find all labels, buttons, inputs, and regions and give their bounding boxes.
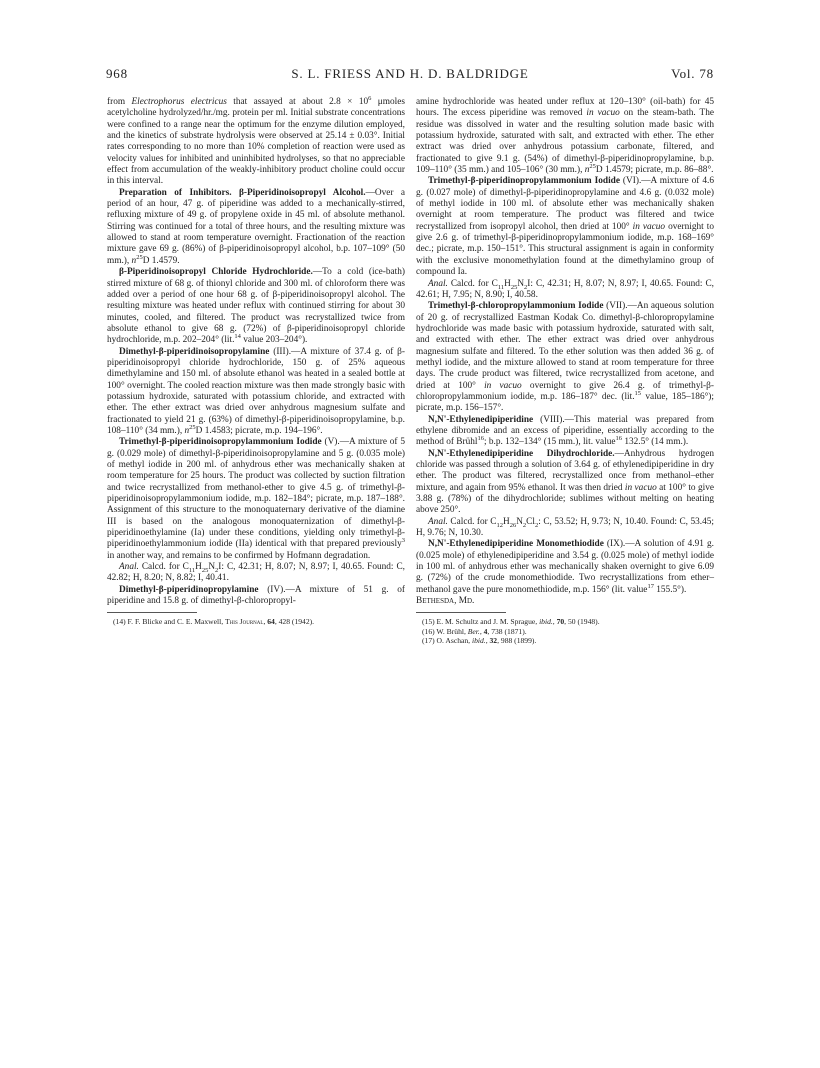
paragraph-piperidinoisopropyl-alcohol: Preparation of Inhibitors. β-Piperidinoisopropyl Alcohol.—Over a period of an hour, 47 g. of piperidine was added to a mechanically-stirred, refluxing mixture of 49 g. of propylene oxide in 45 ml. of absolute methanol. Stirring was continued for a total of three hours, and the resulting mixture was allowed to stand at room temperature overnight. Fractionation of the reaction mixture gave 69 g. (86%) of β-piperidinoisopropyl alcohol, b.p. 107–109° (50 mm.), $n^{25}D$ 1.4579.: [107, 187, 405, 266]
footnote-rule: [416, 612, 506, 613]
author-line: S. L. FRIESS AND H. D. BALDRIDGE: [291, 66, 529, 81]
paragraph-dihydrochloride: N,N'-Ethylenedipiperidine Dihydrochloride.—Anhydrous hydrogen chloride was passed through a solution of 3.64 g. of ethylenedipiperidine in dry ether. The product was filtered, recrystallized once from methanol–ether mixture, and again from 95% ethanol. It was then dried in vacuo at 100° to give 3.88 g. (78%) of the dihydrochloride; sublimes without melting on heating above 250°.: [416, 448, 714, 516]
compound-heading: Trimethyl-β-piperidinoisopropylammonium Iodide: [119, 437, 322, 448]
footnote-15: (15) E. M. Schultz and J. M. Sprague, ibid., 70, 50 (1948).: [422, 617, 600, 627]
paragraph-compound-ix: N,N'-Ethylenedipiperidine Monomethiodide (IX).—A solution of 4.91 g. (0.025 mole) of ethylenedipiperidine and 3.54 g. (0.025 mole) of methyl iodide in 100 ml. of anhydrous ether was mechanically shaken overnight to give 6.09 g. (72%) of the crude monomethiodide. Two recrystallizations from ether–methanol gave the pure monomethiodide, m.p. 156° (lit. value$^{17}$ 155.5°).: [416, 539, 714, 595]
footnote-14: (14) F. F. Blicke and C. E. Maxwell, This Journal, 64, 428 (1942).: [113, 617, 315, 627]
paragraph-enzyme-source: from Electrophorus electricus that assayed at about $2.8 \times 10^6$ μmoles acetylcholine hydrolyzed/hr./mg. protein per ml. Initial substrate concentrations were confined to a range near the optimum for the enzyme dilution employed, and the kinetics of substrate hydrolysis were observed at 25.14 ± 0.03°. Initial rates corresponding to no more than 10% completion of reaction were used as velocity values for inhibited and uninhibited hydrolyses, so that no appreciable effect from accumulation of the weakly-inhibitory product choline could occur in this interval.: [107, 94, 405, 187]
compound-heading: Dimethyl-β-piperidinopropylamine: [119, 584, 259, 595]
compound-heading: Trimethyl-β-chloropropylammonium Iodide: [428, 301, 604, 312]
right-column: [416, 97, 714, 646]
compound-heading: N,N'-Ethylenedipiperidine: [428, 414, 534, 425]
paragraph-compound-iii: Dimethyl-β-piperidinoisopropylamine (III).—A mixture of 37.4 g. of β-piperidinoisopropyl chloride hydrochloride, 150 g. of 25% aqueous dimethylamine and 150 ml. of absolute ethanol was heated in a sealed bottle at 100° overnight. The cooled reaction mixture was then made strongly basic with potassium hydroxide, saturated with potassium chloride, and extracted with ether. The ether extract was dried over anhydrous magnesium sulfate and fractionated to yield 21 g. (63%) of dimethyl-β-piperidinoisopropylamine, b.p. 108–110° (34 mm.), $n^{25}D$ 1.4583; picrate, m.p. 194–196°.: [107, 346, 405, 436]
footnote-rule: [107, 612, 197, 613]
paragraph-compound-iv: Dimethyl-β-piperidinopropylamine (IV).—A mixture of 51 g. of piperidine and 15.8 g. of dimethyl-β-chloropropyl-: [107, 584, 405, 607]
compound-heading: N,N'-Ethylenedipiperidine Dihydrochloride.: [428, 448, 615, 459]
compound-heading: β-Piperidinoisopropyl Chloride Hydrochloride.: [119, 267, 313, 278]
running-header: [106, 66, 714, 86]
paragraph-compound-vii: Trimethyl-β-chloropropylammonium Iodide (VII).—An aqueous solution of 20 g. of recrystallized Eastman Kodak Co. dimethyl-β-chloropropylamine hydrochloride was made basic with potassium hydroxide, saturated with salt, and extracted with ether. The ether extract was dried over anhydrous magnesium sulfate and filtered. To the ether solution was then added 36 g. of methyl iodide, and the mixture allowed to stand at room temperature for three days. The crude product was filtered, twice recrystallized from acetone, and dried at 100° in vacuo overnight to give 26.4 g. of trimethyl-β-chloropropylammonium iodide, m.p. 186–187° dec. (lit.$^{15}$ value, 185–186°); picrate, m.p. 156–157°.: [416, 301, 714, 414]
volume-label: Vol. 78: [671, 66, 714, 81]
compound-heading: Dimethyl-β-piperidinoisopropylamine: [119, 346, 270, 357]
paragraph-compound-vi: Trimethyl-β-piperidinopropylammonium Iodide (VI).—A mixture of 4.6 g. (0.027 mole) of dimethyl-β-piperidinopropylamine and 4.6 g. (0.032 mole) of methyl iodide in 100 ml. of absolute ether was mechanically shaken overnight at room temperature. The product was filtered and twice recrystallized from isopropyl alcohol, then dried at 100° in vacuo overnight to give 2.6 g. of trimethyl-β-piperidinopropylammonium iodide, m.p. 168–169° dec.; picrate, m.p. 150–151°. This structural assignment is again in conformity with the exclusive monomethylation found at the dimethylamino group of compound Ia.: [416, 176, 714, 278]
analysis-compound-v: Anal. Calcd. for $C_{11}H_{25}N_2I$: C, 42.31; H, 8.07; N, 8.97; I, 40.65. Found: C, 42.82; H, 8.20; N, 8.82; I, 40.41.: [107, 562, 405, 584]
left-column: [107, 94, 405, 627]
compound-heading: N,N'-Ethylenedipiperidine Monomethiodide: [428, 539, 604, 550]
footnote-16: (16) W. Brühl, Ber., 4, 738 (1871).: [422, 626, 527, 636]
paragraph-compound-viii: N,N'-Ethylenedipiperidine (VIII).—This material was prepared from ethylene dibromide and an excess of piperidine, essentially according to the method of Brühl$^{16}$; b.p. 132–134° (15 mm.), lit. value$^{16}$ 132.5° (14 mm.).: [416, 414, 714, 448]
paragraph-compound-v: Trimethyl-β-piperidinoisopropylammonium Iodide (V).—A mixture of 5 g. (0.029 mole) of dimethyl-β-piperidinoisopropylamine and 5 g. (0.035 mole) of methyl iodide in 200 ml. of anhydrous ether was mechanically shaken at room temperature for 25 hours. The product was collected by suction filtration and twice recrystallized from methanol-ether to give 4.5 g. of trimethyl-β-piperidinoisopropylammonium iodide, m.p. 182–184°; picrate, m.p. 187–188°. Assignment of this structure to the monoquaternary derivative of the diamine III is based on the analogous monoquaternization of dimethyl-β-piperidinoethylamine (Ia) under these conditions, yielding only trimethyl-β-piperidinoethylammonium iodide (IIa) identical with that prepared previously$^3$ in another way, and remains to be confirmed by Hofmann degradation.: [107, 437, 405, 561]
compound-heading: Trimethyl-β-piperidinopropylammonium Iodide: [428, 176, 620, 187]
section-heading: Preparation of Inhibitors. β-Piperidinoisopropyl Alcohol.: [119, 187, 366, 198]
footnote-17: (17) O. Aschan, ibid., 32, 988 (1899).: [422, 636, 537, 646]
analysis-compound-vi: Anal. Calcd. for $C_{11}H_{25}N_2I$: C, 42.31; H, 8.07; N, 8.97; I, 40.65. Found: C, 42.61; H, 7.95; N, 8.90; I, 40.58.: [416, 278, 714, 300]
page-number: 968: [106, 66, 128, 81]
analysis-dihydrochloride: Anal. Calcd. for $C_{12}H_{26}N_2Cl_2$: C, 53.52; H, 9.73; N, 10.40. Found: C, 53.45; H, 9.76; N, 10.30.: [416, 516, 714, 539]
author-location: Bethesda, Md.: [416, 596, 475, 607]
paragraph-compound-iv-continued: amine hydrochloride was heated under reflux at 120–130° (oil-bath) for 45 hours. The excess piperidine was removed in vacuo on the steam-bath. The residue was dissolved in water and the resulting solution made basic with potassium hydroxide, saturated with salt, and extracted with ether. The ether extract was dried over anhydrous potassium carbonate, filtered, and fractionated to give 9.1 g. (54%) of dimethyl-β-piperidinopropylamine, b.p. 109–110° (35 mm.) and 105–106° (30 mm.), $n^{25}D$ 1.4579; picrate, m.p. 86–88°.: [416, 97, 714, 176]
paragraph-chloride-hydrochloride: β-Piperidinoisopropyl Chloride Hydrochloride.—To a cold (ice-bath) stirred mixture of 68 g. of thionyl chloride and 300 ml. of chloroform there was added over a period of one hour 68 g. of β-piperidinoisopropyl alcohol. The resulting mixture was heated under reflux with continued stirring for about 30 minutes, cooled, and filtered. The product was recrystallized twice from absolute ethanol to give 68 g. (72%) of β-piperidinoisopropyl chloride hydrochloride, m.p. 202–204° (lit.$^{14}$ value 203–204°).: [107, 267, 405, 346]
